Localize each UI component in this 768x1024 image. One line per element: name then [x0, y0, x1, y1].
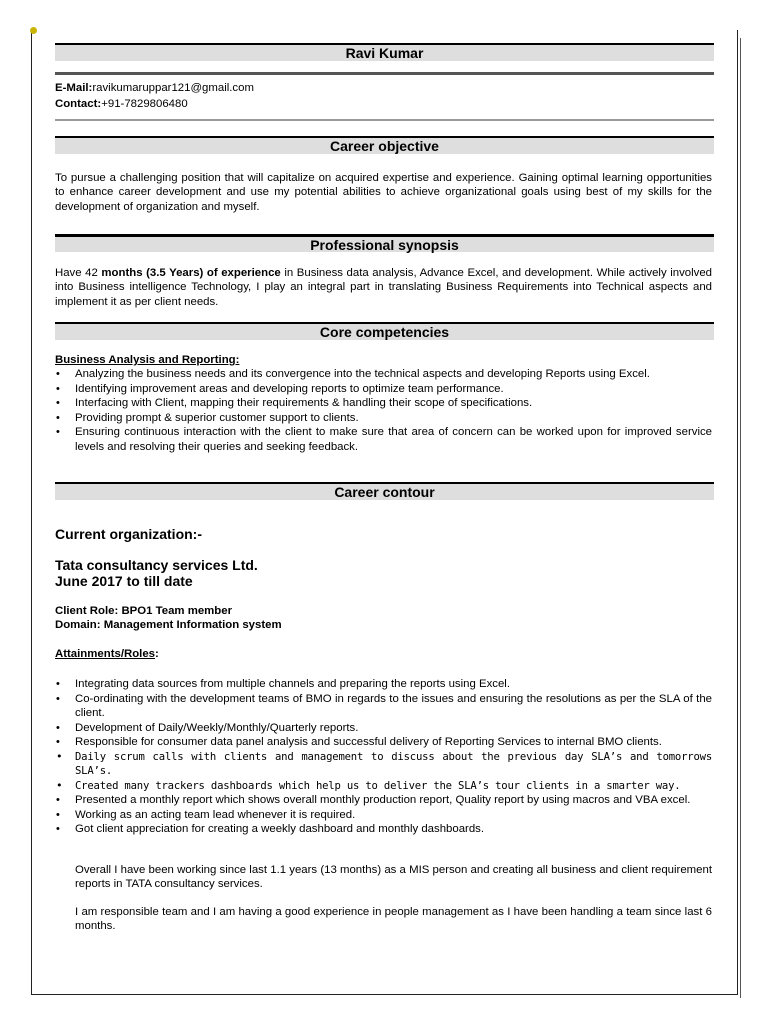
attainments-heading — [55, 647, 159, 661]
career-contour-heading: Career contour — [55, 482, 714, 500]
list-item: • Daily scrum calls with clients and management to discuss about the previous day SLA’s and tomorrows SLA’s. — [55, 750, 712, 779]
attainments-colon: : — [155, 648, 159, 660]
domain: Domain: Management Information system — [55, 619, 282, 631]
header-divider — [55, 72, 714, 75]
synopsis-experience: months (3.5 Years) of experience — [101, 267, 281, 279]
list-item: • Presented a monthly report which shows overall monthly production report, Quality report by using macros and VBA excel. — [55, 793, 712, 808]
corner-marker — [30, 27, 37, 34]
list-item: • Ensuring continuous interaction with the client to make sure that area of concern can be worked upon for improved service levels and resolving their queries and seeking feedback. — [55, 425, 712, 454]
client-role: Client Role: BPO1 Team member — [55, 605, 233, 617]
page-shadow — [740, 38, 741, 998]
list-item: • Co-ordinating with the development teams of BMO in regards to the issues and ensuring the resolutions as per the SLA of the client. — [55, 692, 712, 721]
list-item: • Providing prompt & superior customer support to clients. — [55, 411, 712, 426]
company-name: Tata consultancy services Ltd. — [55, 557, 258, 573]
list-item: • Responsible for consumer data panel analysis and successful delivery of Reporting Services to internal BMO clients. — [55, 735, 712, 750]
contact-label: Contact: — [55, 98, 102, 110]
synopsis-rest: in Business data analysis, Advance Excel, and development. While actively involved into Business intelligence Technology, I play an integral part in translating Business Requirements into Technical aspects and implement it as per client needs. — [55, 267, 713, 308]
professional-synopsis-heading: Professional synopsis — [55, 234, 714, 252]
list-item: • Got client appreciation for creating a weekly dashboard and monthly dashboards. — [55, 822, 712, 837]
competencies-list — [55, 367, 712, 454]
core-competencies-heading: Core competencies — [55, 322, 714, 340]
employment-period: June 2017 to till date — [55, 573, 193, 589]
career-objective-heading: Career objective — [55, 136, 714, 154]
list-item: • Working as an acting team lead whenever it is required. — [55, 808, 712, 823]
contact-divider — [55, 119, 714, 121]
list-item: • Analyzing the business needs and its convergence into the technical aspects and developing Reports using Excel. — [55, 367, 712, 382]
email-value: ravikumaruppar121@gmail.com — [92, 82, 254, 94]
list-item: • Interfacing with Client, mapping their requirements & handling their scope of specifications. — [55, 396, 712, 411]
current-organization-label: Current organization:- — [55, 526, 202, 542]
synopsis-prefix: Have 42 — [55, 267, 102, 279]
professional-synopsis-text — [55, 266, 712, 309]
email-label: E-Mail: — [55, 82, 93, 94]
list-item: • Development of Daily/Weekly/Monthly/Quarterly reports. — [55, 721, 712, 736]
list-item: • Integrating data sources from multiple channels and preparing the reports using Excel. — [55, 677, 712, 692]
list-item: • Identifying improvement areas and developing reports to optimize team performance. — [55, 382, 712, 397]
attainments-label: Attainments/Roles — [55, 648, 156, 660]
management-summary: I am responsible team and I am having a good experience in people management as I have been handling a team since last 6 months. — [75, 906, 712, 933]
name-heading: Ravi Kumar — [55, 43, 714, 61]
competencies-subtitle: Business Analysis and Reporting: — [55, 354, 240, 366]
email-line — [55, 81, 254, 95]
experience-summary: Overall I have been working since last 1.1 years (13 months) as a MIS person and creating all business and client requirement reports in TATA consultancy services. — [75, 864, 712, 891]
contact-value: +91-7829806480 — [101, 98, 188, 110]
attainments-list — [55, 677, 712, 837]
career-objective-text: To pursue a challenging position that will capitalize on acquired expertise and experience. Gaining optimal learning opportunities to enhance career development and use my potential abilities to achieve organizational goals using best of my skills for the development of organization and myself. — [55, 172, 712, 213]
list-item: • Created many trackers dashboards which help us to deliver the SLA’s tour clients in a smarter way. — [55, 779, 712, 794]
contact-line — [55, 97, 188, 111]
